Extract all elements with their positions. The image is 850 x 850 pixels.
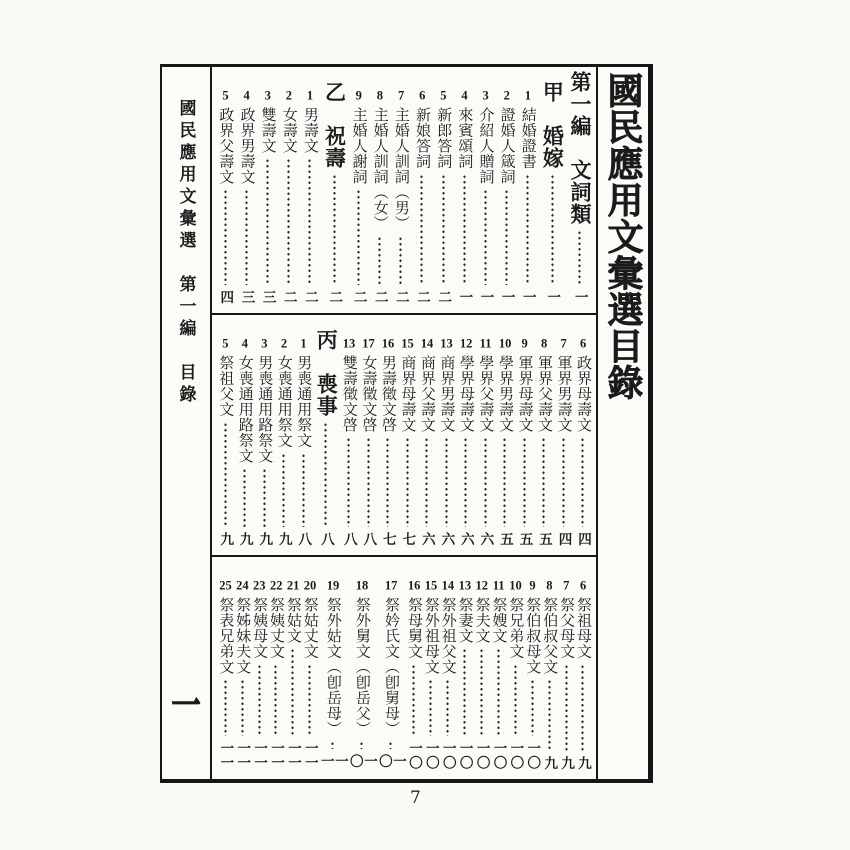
entry-title: 女壽徵文啓: [360, 354, 377, 432]
entry-number: 6: [580, 579, 587, 592]
entry-page-number: 一一: [218, 741, 234, 770]
toc-entry: [419, 315, 435, 555]
dotted-leader: [263, 468, 266, 527]
toc-entry: [555, 315, 571, 555]
entry-number: 3: [261, 337, 268, 350]
entry-number: 8: [541, 337, 548, 350]
entry-number: 24: [236, 579, 249, 592]
toc-entry: [360, 315, 376, 555]
dotted-leader: [360, 741, 363, 749]
entry-number: 5: [222, 89, 229, 102]
toc-entry: [541, 67, 564, 313]
dotted-leader: [548, 679, 551, 751]
entry-number: 18: [355, 579, 369, 592]
dotted-leader: [258, 664, 261, 737]
dotted-leader: [420, 174, 423, 285]
dotted-leader: [333, 174, 336, 285]
dotted-leader: [386, 437, 389, 527]
entry-number: 14: [420, 337, 434, 350]
toc-entry: [438, 315, 454, 555]
entry-number: 9: [529, 579, 536, 592]
entry-number: 8: [546, 579, 553, 592]
entry-number: 5: [222, 337, 229, 350]
entry-page-number: 五: [517, 531, 533, 546]
book-title: 國民應用文彙選目錄: [603, 72, 643, 401]
entry-title: 祭妻文: [456, 596, 473, 643]
entry-title: 商界男壽文: [438, 354, 455, 432]
entry-number: 13: [458, 579, 472, 592]
entry-page-number: 五: [497, 531, 513, 546]
entry-number: 1: [300, 337, 307, 350]
toc-entry: [251, 557, 267, 779]
entry-title: 女喪通用祭文: [275, 354, 292, 448]
entry-title: 甲 婚嫁: [540, 81, 565, 169]
entry-title: 祭外祖母文: [422, 596, 439, 674]
entry-page-number: 一〇: [457, 741, 473, 770]
dotted-leader: [357, 189, 360, 285]
toc-entry: [217, 67, 233, 313]
entry-title: 證婚人箴詞: [498, 106, 515, 184]
entry-page-number: 五: [536, 531, 552, 546]
entry-number: 16: [407, 579, 421, 592]
dotted-leader: [523, 437, 526, 527]
entry-number: 19: [326, 579, 340, 592]
dotted-leader: [347, 437, 350, 527]
entry-page-number: 二: [281, 289, 297, 304]
entry-page-number: 二: [302, 289, 318, 304]
entry-title: 祭伯叔母文: [524, 596, 541, 674]
dotted-leader: [425, 437, 428, 527]
entry-title: 祭姨丈文: [268, 596, 285, 659]
entry-number: 25: [219, 579, 232, 592]
toc-entry: [281, 67, 297, 313]
toc-entry: [237, 315, 253, 555]
toc-entry: [302, 67, 318, 313]
toc-entry: [341, 315, 357, 555]
dotted-leader: [514, 664, 517, 737]
entry-page-number: 八: [296, 531, 312, 546]
dotted-leader: [308, 158, 311, 285]
toc-entry: [323, 67, 346, 313]
entry-title: 男壽文: [301, 106, 318, 153]
entry-number: 15: [424, 579, 438, 592]
dotted-leader: [389, 741, 392, 749]
entry-title: 男喪通用路祭文: [256, 354, 273, 463]
entry-page-number: 七: [380, 531, 396, 546]
entry-page-number: 一〇: [440, 741, 456, 770]
entry-number: 9: [521, 337, 528, 350]
entry-page-number: 四: [576, 531, 591, 546]
toc-entry: [456, 557, 472, 779]
toc-entry: [217, 557, 233, 779]
toc-entry: [536, 315, 552, 555]
entry-page-number: 二: [327, 289, 343, 304]
entry-number: 13: [342, 337, 356, 350]
entry-page-number: 一: [457, 289, 473, 304]
dotted-leader: [484, 437, 487, 527]
dotted-leader: [446, 679, 449, 736]
entry-title: 軍界母壽文: [516, 354, 533, 432]
entry-page-number: 六: [478, 531, 494, 546]
toc-entry: [285, 557, 301, 779]
entry-page-number: 一一: [252, 741, 268, 770]
entry-page-number: 一一: [235, 741, 251, 770]
dotted-leader: [526, 174, 529, 285]
entry-page-number: 一: [545, 289, 561, 304]
dotted-leader: [463, 174, 466, 285]
dotted-leader: [308, 664, 311, 737]
toc-entry: [414, 67, 430, 313]
dotted-leader: [445, 437, 448, 527]
entry-number: 9: [355, 89, 362, 102]
entry-page-number: 八: [361, 531, 377, 546]
toc-entry: [319, 557, 347, 779]
entry-title: 學界父壽文: [477, 354, 494, 432]
toc-entry: [568, 67, 591, 313]
entry-page-number: 一: [499, 289, 515, 304]
toc-entry: [268, 557, 284, 779]
toc-entry: [423, 557, 439, 779]
dotted-leader: [241, 679, 244, 736]
toc-entry: [520, 67, 536, 313]
entry-title: 雙壽文: [259, 106, 276, 153]
entry-number: 13: [440, 337, 453, 350]
entry-number: 17: [362, 337, 375, 350]
toc-entry: [315, 315, 338, 555]
toc-entry: [259, 67, 275, 313]
entry-number: 17: [384, 579, 398, 592]
entry-number: 21: [286, 579, 300, 592]
entry-title: 學界男壽文: [496, 354, 513, 432]
entry-title: 新郎答詞: [435, 106, 452, 169]
entry-number: 12: [475, 579, 488, 592]
entry-title: 主婚人訓詞︵男︶: [392, 106, 409, 231]
entry-title: 主婚人謝詞: [350, 106, 367, 184]
entry-number: 5: [440, 89, 447, 102]
entry-page-number: 四: [556, 531, 572, 546]
entry-title: 祭祖母文: [575, 596, 591, 659]
dotted-leader: [324, 422, 327, 527]
entry-page-number: 二: [436, 289, 452, 304]
toc-entry: [458, 315, 474, 555]
toc-entry: [393, 67, 409, 313]
toc-entry: [435, 67, 451, 313]
dotted-leader: [480, 648, 483, 736]
entry-title: 祭外姑文︵卽岳母︶: [324, 596, 341, 736]
toc-entry: [256, 315, 272, 555]
entry-title: 丙 喪事: [314, 329, 339, 417]
printed-page-number: 7: [410, 788, 421, 808]
entry-page-number: 二: [393, 289, 409, 304]
toc-entry: [399, 315, 415, 555]
toc-entry: [575, 557, 591, 779]
entry-number: 11: [479, 337, 492, 350]
entry-number: 4: [461, 89, 468, 102]
entry-page-number: 二: [372, 289, 388, 304]
dotted-leader: [224, 189, 227, 285]
entry-page-number: 一〇: [376, 754, 407, 769]
toc-entry: [276, 315, 292, 555]
toc-entry: [372, 67, 388, 313]
toc-entry: [380, 315, 396, 555]
entry-number: 10: [498, 337, 512, 350]
entry-number: 22: [269, 579, 283, 592]
dotted-leader: [562, 437, 565, 527]
toc-entry: [377, 557, 405, 779]
entry-title: 新娘答詞: [414, 106, 431, 169]
entry-page-number: 九: [218, 531, 234, 546]
entry-page-number: 三: [260, 289, 276, 304]
entry-number: 1: [306, 89, 314, 102]
entry-title: 第一編 文詞類: [568, 71, 592, 225]
entry-page-number: 二: [415, 289, 431, 304]
toc-entry: [541, 557, 557, 779]
toc-entry: [238, 67, 254, 313]
entry-page-number: 九: [542, 755, 558, 770]
toc-entry: [507, 557, 523, 779]
entry-title: 商界母壽文: [399, 354, 416, 432]
toc-band-1: [212, 67, 596, 315]
entry-page-number: 一: [478, 289, 494, 304]
entry-page-number: 二: [351, 289, 367, 304]
entry-number: 8: [376, 89, 384, 102]
entry-page-number: 八: [319, 531, 335, 546]
entry-page-number: 一〇: [525, 741, 541, 770]
toc-entry: [490, 557, 506, 779]
folio-marker: 一: [171, 680, 201, 734]
toc-entry: [524, 557, 540, 779]
entry-number: 12: [459, 337, 473, 350]
toc-entry: [477, 67, 493, 313]
page-frame: [160, 64, 653, 783]
entry-number: 14: [441, 579, 455, 592]
toc-entry: [295, 315, 311, 555]
entry-page-number: 九: [257, 531, 273, 546]
entry-page-number: 一一: [302, 741, 318, 770]
entry-page-number: 一: [572, 289, 588, 304]
entry-title: 軍界父壽文: [535, 354, 552, 432]
entry-number: 20: [303, 579, 317, 592]
dotted-leader: [287, 158, 290, 285]
dotted-leader: [531, 679, 534, 736]
entry-page-number: 九: [237, 531, 253, 546]
entry-number: 2: [285, 89, 292, 102]
entry-page-number: 一〇: [508, 741, 524, 770]
entry-title: 女喪通用路祭文: [236, 354, 253, 463]
dotted-leader: [565, 664, 568, 751]
entry-title: 祭伯叔父文: [541, 596, 558, 674]
dotted-leader: [243, 468, 246, 527]
entry-title: 來賓頌詞: [456, 106, 473, 169]
dotted-leader: [331, 741, 334, 749]
dotted-leader: [484, 189, 487, 285]
toc-band-3: [212, 557, 596, 779]
entry-page-number: 一〇: [423, 741, 439, 770]
toc-entry: [348, 557, 376, 779]
dotted-leader: [367, 437, 370, 527]
entry-title: 祭祖父文: [217, 354, 234, 417]
entry-number: 4: [241, 337, 249, 350]
toc-entry: [497, 315, 513, 555]
dotted-leader: [412, 664, 415, 737]
entry-title: 祭母舅文: [405, 596, 422, 659]
entry-title: 祭姑文: [284, 596, 301, 643]
dotted-leader: [302, 453, 305, 527]
dotted-leader: [406, 437, 409, 527]
entry-title: 政界男壽文: [238, 106, 255, 184]
entry-page-number: 一: [520, 289, 536, 304]
dotted-leader: [464, 437, 467, 527]
entry-number: 7: [563, 579, 570, 592]
dotted-leader: [581, 437, 584, 527]
toc-entry: [440, 557, 456, 779]
entry-title: 乙 祝壽: [322, 81, 347, 169]
toc-entry: [575, 315, 591, 555]
dotted-leader: [429, 679, 432, 736]
entry-page-number: 六: [419, 531, 435, 546]
entry-page-number: 一〇: [347, 754, 377, 769]
dotted-leader: [463, 648, 466, 736]
toc-content: [212, 67, 596, 779]
entry-title: 學界母壽文: [457, 354, 474, 432]
entry-page-number: 一一: [285, 741, 301, 770]
dotted-leader: [578, 230, 581, 285]
toc-entry: [456, 67, 472, 313]
entry-number: 3: [264, 89, 271, 102]
entry-page-number: 六: [458, 531, 474, 546]
entry-title: 女壽文: [280, 106, 297, 153]
toc-entry: [217, 315, 233, 555]
entry-title: 祭姑丈文: [301, 596, 318, 659]
entry-title: 男壽徵文啓: [379, 354, 396, 432]
entry-title: 結婚證書: [519, 106, 536, 169]
dotted-leader: [581, 664, 584, 751]
toc-entry: [477, 315, 493, 555]
entry-page-number: 八: [341, 531, 357, 546]
dotted-leader: [378, 236, 381, 285]
entry-page-number: 九: [559, 755, 575, 770]
entry-number: 7: [560, 337, 567, 350]
entry-title: 主婚人訓詞︵女︶: [371, 106, 388, 231]
dotted-leader: [224, 422, 227, 527]
dotted-leader: [274, 664, 277, 737]
entry-page-number: 一〇: [491, 741, 507, 770]
dotted-leader: [282, 453, 285, 527]
entry-page-number: 一一: [269, 741, 285, 770]
entry-page-number: 四: [218, 289, 234, 304]
entry-title: 軍界男壽文: [555, 354, 572, 432]
entry-title: 祭夫文: [473, 596, 490, 643]
entry-number: 2: [503, 89, 510, 102]
dotted-leader: [224, 679, 227, 736]
dotted-leader: [442, 174, 445, 285]
spine-title: 國民應用文彙選 第一編 目錄: [176, 99, 196, 407]
toc-entry: [302, 557, 318, 779]
entry-page-number: 九: [576, 755, 591, 770]
dotted-leader: [497, 648, 500, 736]
entry-title: 祭外舅文︵卽岳父︶: [353, 596, 370, 736]
entry-number: 4: [243, 89, 250, 102]
entry-page-number: 三: [239, 289, 255, 304]
spine-strip: [162, 67, 212, 779]
dotted-leader: [399, 236, 402, 285]
entry-number: 10: [509, 579, 522, 592]
entry-page-number: 九: [276, 531, 292, 546]
entry-number: 15: [401, 337, 414, 350]
toc-entry: [473, 557, 489, 779]
entry-title: 祭外祖父文: [439, 596, 456, 674]
entry-title: 政界父壽文: [217, 106, 234, 184]
entry-title: 祭嫂文: [490, 596, 507, 643]
toc-entry: [498, 67, 514, 313]
entry-number: 6: [580, 337, 587, 350]
entry-title: 雙壽徵文啓: [340, 354, 357, 432]
toc-entry: [516, 315, 532, 555]
entry-page-number: 一一: [318, 754, 348, 769]
entry-title: 男喪通用祭文: [295, 354, 312, 448]
entry-page-number: 一〇: [474, 741, 490, 770]
entry-title: 祭兄弟文: [507, 596, 524, 659]
entry-title: 祭父母文: [558, 596, 575, 659]
dotted-leader: [266, 158, 269, 285]
dotted-leader: [551, 174, 554, 285]
entry-number: 2: [280, 337, 288, 350]
entry-number: 7: [397, 89, 405, 102]
toc-entry: [558, 557, 574, 779]
dotted-leader: [542, 437, 545, 527]
dotted-leader: [291, 648, 294, 736]
entry-title: 祭姊妹夫文: [234, 596, 251, 674]
toc-entry: [234, 557, 250, 779]
entry-title: 商界父壽文: [418, 354, 435, 432]
entry-number: 23: [253, 579, 266, 592]
entry-title: 介紹人贈詞: [477, 106, 494, 184]
dotted-leader: [245, 189, 248, 285]
entry-number: 16: [381, 337, 395, 350]
title-strip: [596, 67, 648, 779]
entry-title: 祭姨母文: [251, 596, 268, 659]
entry-number: 11: [492, 579, 505, 592]
dotted-leader: [503, 437, 506, 527]
entry-page-number: 六: [439, 531, 455, 546]
toc-entry: [350, 67, 366, 313]
entry-number: 3: [482, 89, 489, 102]
toc-entry: [406, 557, 422, 779]
dotted-leader: [505, 189, 508, 285]
entry-title: 祭妗氏文︵卽舅母︶: [382, 596, 399, 736]
entry-page-number: 一〇: [406, 741, 422, 770]
entry-page-number: 七: [400, 531, 416, 546]
toc-band-2: [212, 315, 596, 557]
entry-number: 1: [524, 89, 532, 102]
entry-title: 祭表兄弟文: [217, 596, 234, 674]
entry-number: 6: [419, 89, 426, 102]
entry-title: 政界母壽文: [575, 354, 591, 432]
